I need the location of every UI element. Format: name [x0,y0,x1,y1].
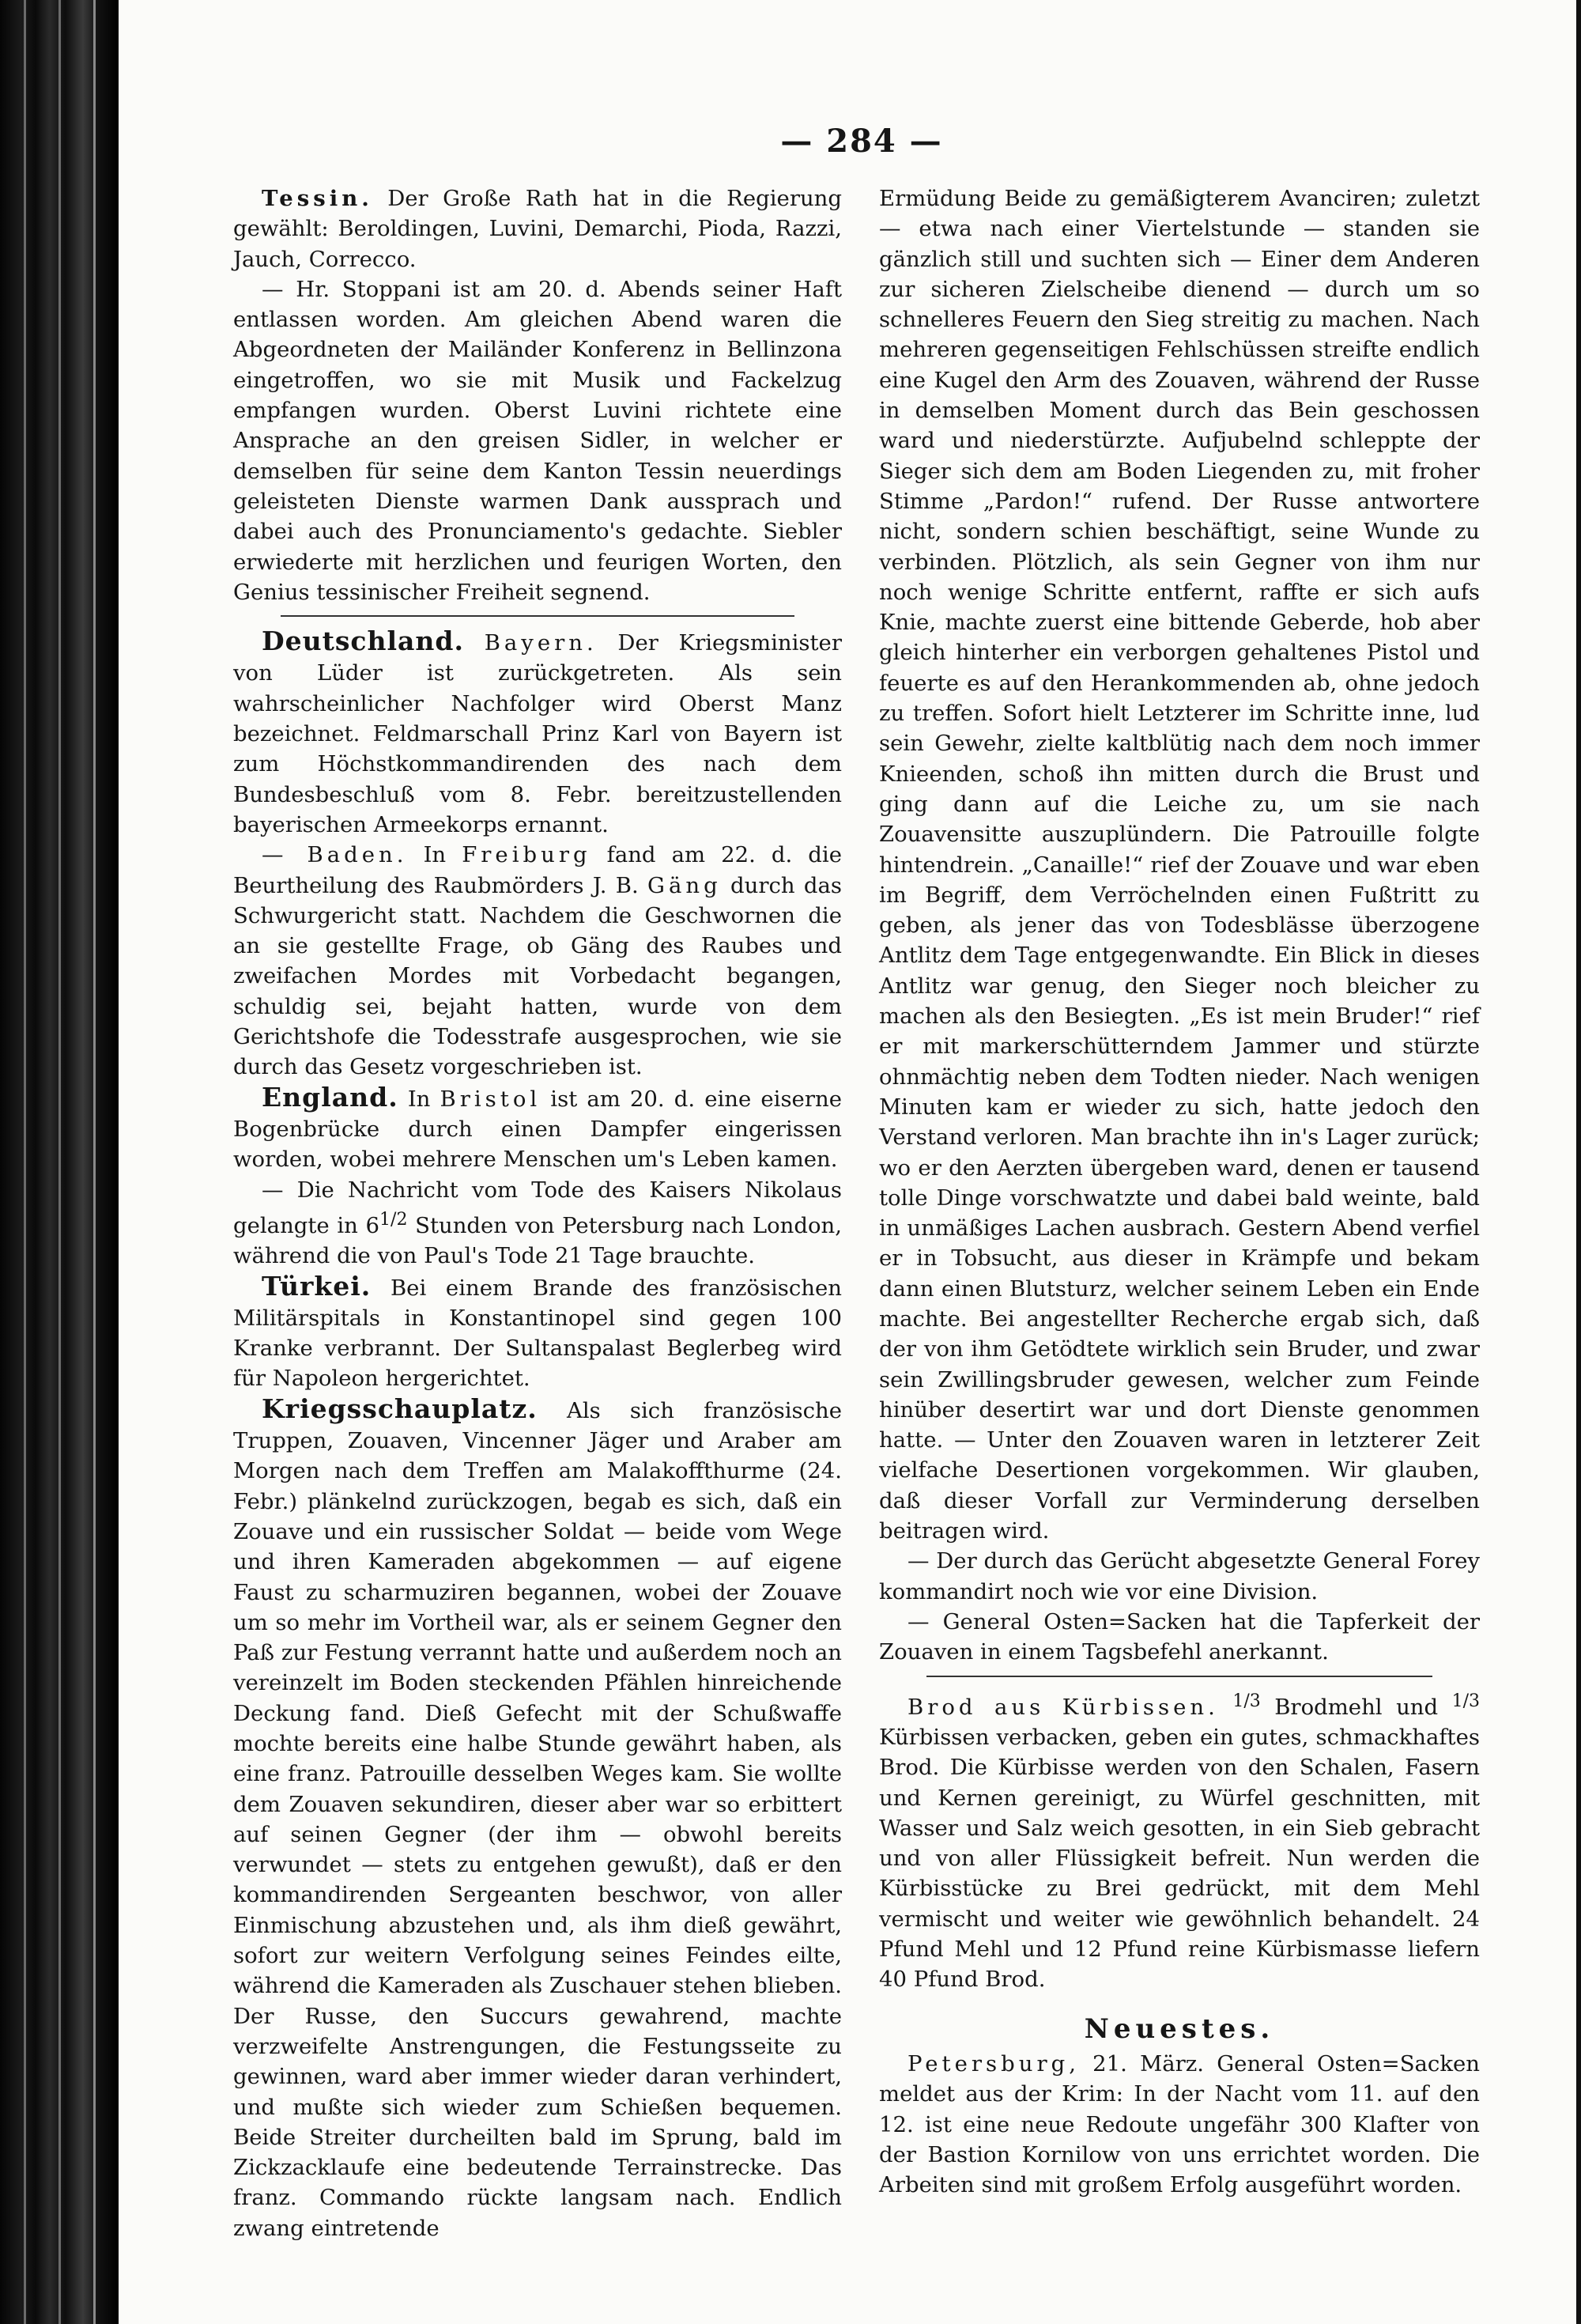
article-deutschland [233,626,842,840]
section-title-neuestes: Neuestes. [1084,2012,1275,2045]
book-binding [0,0,119,2324]
article-text: Stunden von Petersburg nach London, während die von Paul's Tode 21 Tage brauchte. [233,1212,842,1269]
article-text: Der Große Rath hat in die Regierung gewählt: Beroldingen, Luvini, Demarchi, Pioda, Razzi, Jauch, Correcco. [233,186,843,272]
article-kriegsschauplatz [233,1394,842,2243]
article-text: ist am 20. d. eine eiserne Bogenbrücke durch einen Dampfer eingerissen worden, wobei mehrere Menschen um's Leben kamen. [233,1086,842,1173]
article-text: — Die Nachricht vom Tode des Kaisers Nikolaus gelangte in 6 [233,1177,842,1238]
article-text: Bei einem Brande des französischen Militärspitals in Konstantinopel sind gegen 100 Kranke verbrannt. Der Sultanspalast Beglerbeg wird für Napoleon hergerichtet. [233,1275,842,1392]
article-text: 21. März. General Osten=Sacken meldet aus der Krim: In der Nacht vom 11. auf den 12. ist eine neue Redoute ungefähr 300 Klafter von der Bastion Kornilow von uns errichtet worden. Die Arbeiten sind mit großem Erfolg ausgeführt worden. [879,2050,1480,2198]
separator [926,1676,1432,1677]
section-head-tessin: Tessin. [262,186,373,211]
binding-edge [58,0,61,2324]
binding-edge [93,0,96,2324]
article-brod [879,1687,1480,1995]
binding-edge [24,0,26,2324]
section-head-england: England. [262,1081,398,1113]
place-bristol: Bristol [440,1086,541,1112]
separator [281,615,794,617]
place-petersburg: Petersburg, [907,2050,1080,2076]
article-text: Brodmehl und [1274,1694,1439,1720]
fraction: 1/2 [379,1209,408,1230]
place-freiburg: Freiburg [462,842,591,868]
section-head-kriegsschauplatz: Kriegsschauplatz. [262,1393,538,1424]
fraction: 1/3 [1232,1691,1261,1711]
article-text: fand am 22. d. die Beurtheilung des Raubmörders J. B. [233,842,842,898]
article-nikolaus [233,1175,842,1272]
fraction: 1/3 [1451,1691,1480,1711]
article-kriegsschauplatz-continued: Ermüdung Beide zu gemäßigterem Avanciren; zuletzt — etwa nach einer Viertelstunde — standen sie gänzlich still und suchten sich — Einer dem Anderen zur sicheren Zielscheibe dienend — durch um so schnelleres Feuern den Sieg streitig zu machen. Nach mehreren gegenseitigen Fehlschüssen streifte endlich eine Kugel den Arm des Zouaven, während der Russe in demselben Moment durch das Bein geschossen ward und niederstürzte. Aufjubelnd schleppte der Sieger sich dem am Boden Liegenden zu, mit froher Stimme „Pardon!“ rufend. Der Russe antwortere nicht, sondern schien beschäftigt, seine Wunde zu verbinden. Plötzlich, als sein Gegner von ihm nur noch wenige Schritte entfernt, raffte er sich aufs Knie, machte zuerst eine bittende Geberde, hob aber gleich hinterher ein verborgen gehaltenes Pistol und feuerte es auf den Herankommenden ab, ohne jedoch zu treffen. Sofort hielt Letzterer im Schritte inne, lud sein Gewehr, zielte kaltblütig nach dem noch immer Knieenden, schoß ihn mitten durch die Brust und ging dann auf die Leiche zu, um sie nach Zouavensitte auszuplündern. Die Patrouille folgte hintendrein. „Canaille!“ rief der Zouave und war eben im Begriff, dem Verröchelnden einen Fußtritt zu geben, als jener das von Todesblässe überzogene Antlitz dem Tage entgegenwandte. Ein Blick in dieses Antlitz war genug, den Sieger noch bleicher zu machen als den Besiegten. „Es ist mein Bruder!“ rief er mit markerschütterndem Jammer und stürzte ohnmächtig neben dem Todten nieder. Nach wenigen Minuten kam er wieder zu sich, hatte jedoch den Verstand verloren. Man brachte ihn in's Lager zurück; wo er den Aerzten übergeben ward, denen er tausend tolle Dinge vorschwatzte und dabei bald weinte, bald in unmäßiges Lachen ausbrach. Gestern Abend verfiel er in Tobsucht, aus dieser in Krämpfe und bekam dann einen Blutsturz, welcher seinem Leben ein Ende machte. Bei angestellter Recherche ergab sich, daß der von ihm Getödtete wirklich sein Bruder, und zwar sein Zwillingsbruder gewesen, welcher zum Feinde hinüber desertirt war und dort Dienste genommen hatte. — Unter den Zouaven waren in letzterer Zeit vielfache Desertionen vorgekommen. Wir glauben, daß dieser Vorfall zur Verminderung derselben beitragen wird. [879,186,1480,1544]
article-baden [233,840,842,1082]
article-petersburg [879,2049,1480,2200]
page-number: — 284 — [780,123,943,160]
article-text: Als sich französische Truppen, Zouaven, Vincenner Jäger und Araber am Morgen nach dem Treffen am Malakoffthurme (24. Febr.) plänkelnd zurückzogen, begab es sich, daß ein Zouave und ein russischer Soldat — beide vom Wege und ihren Kameraden abgekommen — auf eigene Faust zu scharmuziren begannen, wobei der Zouave um so mehr im Vortheil war, als er seinem Gegner den Paß zur Festung verrannt hatte und außerdem noch an vereinzelt im Boden steckenden Pfählen hinreichende Deckung fand. Dieß Gefecht mit der Schußwaffe mochte bereits eine halbe Stunde gewährt haben, als eine franz. Patrouille desselben Weges kam. Sie wollte dem Zouaven sekundiren, dieser aber war so erbittert auf seinen Gegner (der ihm — obwohl bereits verwundet — stets zu entgehen gewußt), daß er den kommandirenden Sergeanten beschwor, von aller Einmischung abzustehen und, als ihm dieß gewährt, sofort zur weitern Verfolgung seines Feindes eilte, während die Kameraden als Zuschauer stehen blieben. Der Russe, den Succurs gewahrend, machte verzweifelte Anstrengungen, die Festungsseite zu gewinnen, ward aber immer wieder daran verhindert, und mußte sich wieder zum Schießen bequemen. Beide Streiter durcheilten bald im Sprung, bald im Zickzacklaufe eine bedeutende Terrainstrecke. Das franz. Commando rückte langsam nach. Endlich zwang eintretende [233,1397,842,2241]
article-england [233,1083,842,1175]
section-head-deutschland: Deutschland. [262,625,464,657]
article-tessin [233,183,842,274]
page-right-edge [1576,0,1581,2324]
subhead-baden: — Baden. [262,842,408,868]
article-text: In [407,1086,431,1112]
article-forey: — Der durch das Gerücht abgesetzte General Forey kommandirt noch wie vor eine Division. [879,1548,1480,1604]
article-tuerkei [233,1272,842,1394]
section-head-tuerkei: Türkei. [262,1270,372,1302]
article-osten-sacken: — General Osten=Sacken hat die Tapferkeit der Zouaven in einem Tagsbefehl anerkannt. [879,1608,1480,1665]
right-column [879,183,1480,2200]
article-text: Kürbissen verbacken, geben ein gutes, schmackhaftes Brod. Die Kürbisse werden von den Schalen, Fasern und Kernen gereinigt, zu Würfel geschnitten, mit Wasser und Salz weich gesotten, in ein Sieb gebracht und von aller Flüssigkeit befreit. Nun werden die Kürbisstücke zu Brei gedrückt, mit dem Mehl vermischt und weiter wie gewöhnlich behandelt. 24 Pfund Mehl und 12 Pfund reine Kürbismasse liefern 40 Pfund Brod. [879,1725,1480,1993]
left-column [233,183,842,2243]
article-text: In [423,842,447,868]
article-stoppani: — Hr. Stoppani ist am 20. d. Abends seiner Haft entlassen worden. Am gleichen Abend waren die Abgeordneten der Mailänder Konferenz in Bellinzona eingetroffen, wo sie mit Musik und Fackelzug empfangen wurden. Oberst Luvini richtete eine Ansprache an den greisen Sidler, in welcher er demselben für seine dem Kanton Tessin neuerdings geleisteten Dienste warmen Dank aussprach und dabei auch des Pronunciamento's gedachte. Siebler erwiederte mit herzlichen und feurigen Worten, den Genius tessinischer Freiheit segnend. [233,276,842,605]
subhead-bayern: Bayern. [484,630,598,656]
article-text: Der Kriegsminister von Lüder ist zurückgetreten. Als sein wahrscheinlicher Nachfolger wird Oberst Manz bezeichnet. Feldmarschall Prinz Karl von Bayern ist zum Höchstkommandirenden des nach dem Bundesbeschluß vom 8. Febr. bereitzustellenden bayerischen Armeekorps ernannt. [233,630,842,837]
name-gaeng: Gäng [647,872,722,898]
article-text: durch das Schwurgericht statt. Nachdem die Geschwornen die an sie gestellte Frage, ob Gäng des Raubes und zweifachen Mordes mit Vorbedacht begangen, schuldig sei, bejaht hatten, wurde von dem Gerichtshofe die Todesstrafe ausgesprochen, wie sie durch das Gesetz vorgeschrieben ist. [233,872,842,1080]
section-head-brod: Brod aus Kürbissen. [907,1694,1219,1720]
